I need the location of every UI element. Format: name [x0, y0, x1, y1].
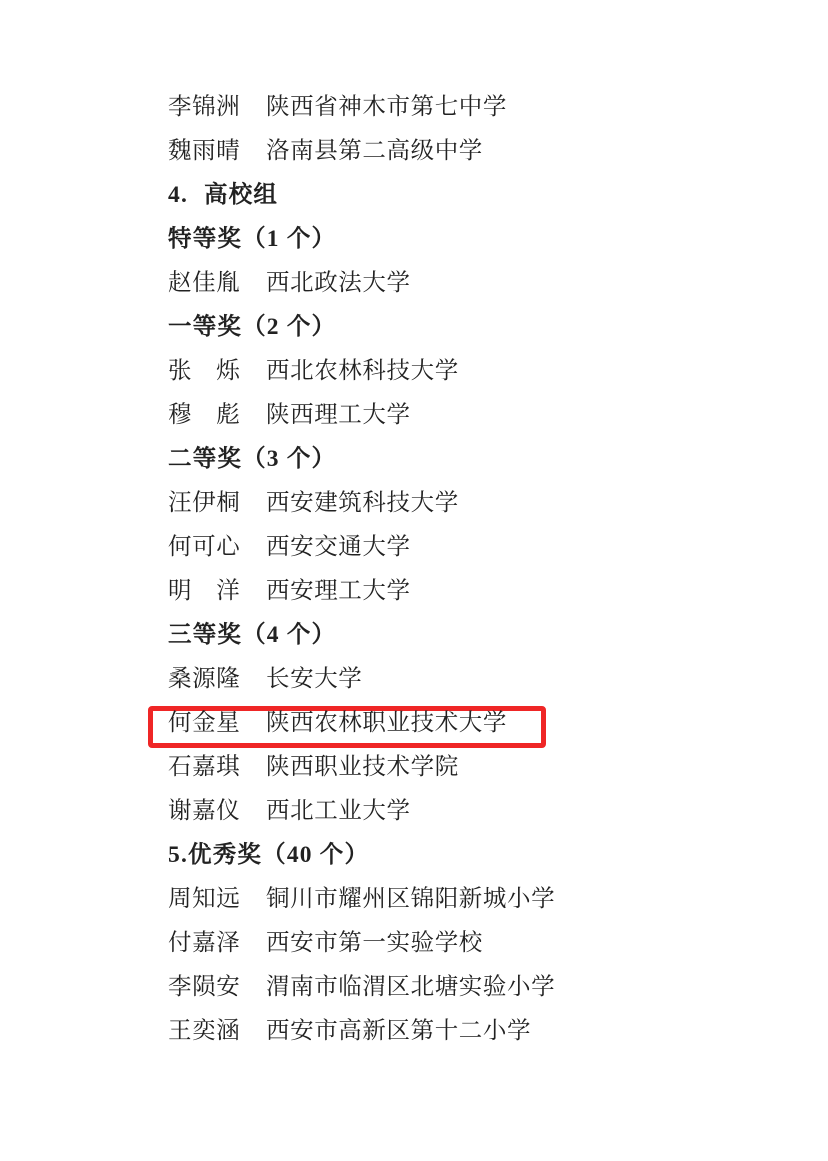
section-heading-first-prize: [168, 316, 708, 360]
winner-name: 汪伊桐: [168, 490, 241, 516]
winner-school: 陕西省神木市第七中学: [266, 94, 507, 120]
list-item: [168, 1020, 708, 1064]
winner-name: 石嘉琪: [168, 754, 241, 780]
list-item: [168, 976, 708, 1020]
heading-label: 5.优秀奖（40 个）: [168, 842, 370, 868]
list-item: [168, 800, 708, 844]
winner-school: 西北工业大学: [266, 798, 411, 824]
winner-school: 长安大学: [266, 666, 363, 692]
section-heading-third-prize: [168, 624, 708, 668]
winner-school: 西安理工大学: [266, 578, 411, 604]
winner-school: 西安市高新区第十二小学: [266, 1018, 532, 1044]
winner-school: 渭南市临渭区北塘实验小学: [266, 974, 556, 1000]
list-item: [168, 756, 708, 800]
winner-name: 王奕涵: [168, 1018, 241, 1044]
heading-label: 特等奖（1 个）: [168, 226, 337, 252]
award-list-body: [168, 96, 708, 1064]
heading-label: 二等奖（3 个）: [168, 446, 337, 472]
heading-label: 一等奖（2 个）: [168, 314, 337, 340]
list-item: [168, 536, 708, 580]
winner-school: 西安建筑科技大学: [266, 490, 459, 516]
winner-name: 谢嘉仪: [168, 798, 241, 824]
section-heading-special-prize: [168, 228, 708, 272]
list-item: [168, 96, 708, 140]
winner-name: 周知远: [168, 886, 241, 912]
list-item: [168, 888, 708, 932]
list-item: [168, 360, 708, 404]
winner-name: 穆 彪: [168, 402, 241, 428]
list-item: [168, 580, 708, 624]
winner-name: 张 烁: [168, 358, 241, 384]
winner-name: 魏雨晴: [168, 138, 241, 164]
winner-school: 陕西农林职业技术大学: [266, 710, 507, 736]
section-heading-excellence-prize: [168, 844, 708, 888]
list-item: [168, 272, 708, 316]
winner-name: 何可心: [168, 534, 241, 560]
list-item: [168, 932, 708, 976]
list-item: [168, 492, 708, 536]
winner-name: 李锦洲: [168, 94, 241, 120]
winner-name: 赵佳胤: [168, 270, 241, 296]
heading-label: 三等奖（4 个）: [168, 622, 337, 648]
winner-school: 西北农林科技大学: [266, 358, 459, 384]
section-heading-university-group: [168, 184, 708, 228]
list-item: [168, 404, 708, 448]
winner-school: 洛南县第二高级中学: [266, 138, 483, 164]
winner-name: 明 洋: [168, 578, 241, 604]
winner-school: 西安市第一实验学校: [266, 930, 483, 956]
winner-name: 桑源隆: [168, 666, 241, 692]
winner-school: 陕西职业技术学院: [266, 754, 459, 780]
list-item-text: [168, 712, 507, 736]
winner-school: 铜川市耀州区锦阳新城小学: [266, 886, 556, 912]
winner-school: 西安交通大学: [266, 534, 411, 560]
heading-number: 4.: [168, 182, 189, 208]
winner-name: 李陨安: [168, 974, 241, 1000]
heading-label: 高校组: [204, 182, 279, 208]
winner-school: 西北政法大学: [266, 270, 411, 296]
list-item: [168, 140, 708, 184]
winner-school: 陕西理工大学: [266, 402, 411, 428]
winner-name: 付嘉泽: [168, 930, 241, 956]
list-item-highlighted: [168, 712, 708, 756]
winner-name: 何金星: [168, 710, 241, 736]
section-heading-second-prize: [168, 448, 708, 492]
